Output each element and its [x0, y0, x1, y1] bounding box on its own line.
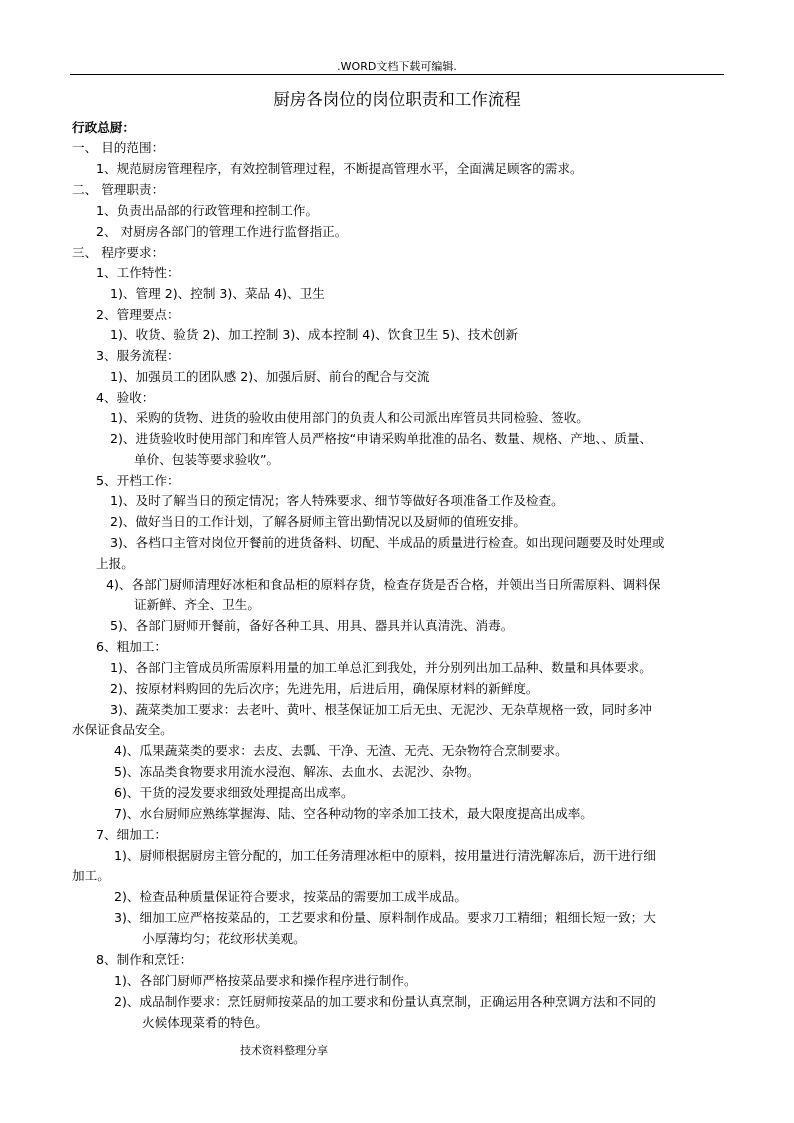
- text-line: 5、开档工作：: [96, 473, 180, 488]
- text-line: 3)、各档口主管对岗位开餐前的进货备料、切配、半成品的质量进行检查。如出现问题要及时处理或: [110, 535, 665, 550]
- text-line: 火候体现菜肴的特色。: [142, 1015, 268, 1030]
- text-line: 3)、蔬菜类加工要求：去老叶、黄叶、根茎保证加工后无虫、无泥沙、无杂草规格一致，同时多冲: [110, 702, 652, 717]
- page-footer: 技术资料整理分享: [240, 1044, 328, 1057]
- header-rule: [70, 74, 724, 75]
- text-line: 1)、各部门主管成员所需原料用量的加工单总汇到我处，并分别列出加工品种、数量和具体要求。: [110, 660, 652, 675]
- text-line: 加工。: [72, 868, 110, 883]
- text-line: 4、验收：: [96, 390, 155, 405]
- text-line: 2、 对厨房各部门的管理工作进行监督指正。: [96, 224, 348, 239]
- text-line: 1)、管理 2)、控制 3)、菜品 4)、卫生: [110, 286, 325, 301]
- text-line: 2)、检查品种质量保证符合要求，按菜品的需要加工成半成品。: [114, 889, 467, 904]
- text-line: 1、规范厨房管理程序，有效控制管理过程，不断提高管理水平，全面满足顾客的需求。: [96, 161, 583, 176]
- text-line: 1)、及时了解当日的预定情况；客人特殊要求、细节等做好各项准备工作及检查。: [110, 493, 564, 508]
- text-line: 5)、各部门厨师开餐前，备好各种工具、用具、器具并认真清洗、消毒。: [110, 618, 514, 633]
- text-line: 3、服务流程：: [96, 348, 180, 363]
- text-line: 2)、按原材料购回的先后次序；先进先用，后进后用，确保原材料的新鲜度。: [110, 681, 539, 696]
- text-line: 一、 目的范围：: [72, 140, 165, 155]
- text-line: 5)、冻品类食物要求用流水浸泡、解冻、去血水、去泥沙、杂物。: [114, 764, 480, 779]
- text-line: 2、管理要点：: [96, 307, 180, 322]
- text-line: 7、细加工：: [96, 827, 167, 842]
- text-line: 1、负责出品部的行政管理和控制工作。: [96, 203, 319, 218]
- text-line: 1)、各部门厨师严格按菜品要求和操作程序进行制作。: [114, 973, 417, 988]
- text-line: 7)、水台厨师应熟练掌握海、陆、空各种动物的宰杀加工技术，最大限度提高出成率。: [114, 806, 593, 821]
- text-line: 证新鲜、齐全、卫生。: [134, 597, 260, 612]
- text-line: 6、粗加工：: [96, 639, 167, 654]
- text-line: 单价、包装等要求验收”。: [134, 452, 280, 467]
- text-line: 小厚薄均匀；花纹形状美观。: [142, 931, 306, 946]
- text-line: 1)、采购的货物、进货的验收由使用部门的负责人和公司派出库管员共同检验、签收。: [110, 410, 589, 425]
- text-line: 1)、加强员工的团队感 2)、加强后厨、前台的配合与交流: [110, 369, 430, 384]
- text-line: 1、工作特性：: [96, 265, 180, 280]
- text-line: 3)、细加工应严格按菜品的，工艺要求和份量、原料制作成品。要求刀工精细；粗细长短一致；大: [114, 910, 656, 925]
- text-line: 二、 管理职责：: [72, 182, 165, 197]
- text-line: 4)、各部门厨师清理好冰柜和食品柜的原料存货，检查存货是否合格，并领出当日所需原料、调料保: [106, 577, 661, 592]
- text-line: 6)、干货的浸发要求细致处理提高出成率。: [114, 785, 354, 800]
- text-line: 2)、成品制作要求：烹饪厨师按菜品的加工要求和份量认真烹制，正确运用各种烹调方法和不同的: [114, 994, 656, 1009]
- document-title: 厨房各岗位的岗位职责和工作流程: [273, 90, 521, 109]
- text-line: 1)、收货、验货 2)、加工控制 3)、成本控制 4)、饮食卫生 5)、技术创新: [110, 327, 519, 342]
- page-header: .WORD文档下载可编辑.: [337, 60, 457, 73]
- section-heading: 行政总厨：: [72, 120, 135, 135]
- text-line: 2)、进货验收时使用部门和库管人员严格按“申请采购单批准的品名、数量、规格、产地、、质量、: [110, 431, 653, 446]
- text-line: 8、制作和烹饪：: [96, 952, 193, 967]
- text-line: 水保证食品安全。: [72, 722, 173, 737]
- text-line: 上报。: [96, 556, 134, 571]
- text-line: 1)、厨师根据厨房主管分配的，加工任务清理冰柜中的原料，按用量进行清洗解冻后，沥干进行细: [114, 848, 656, 863]
- text-line: 4)、瓜果蔬菜类的要求：去皮、去瓢、干净、无渣、无壳、无杂物符合烹制要求。: [114, 743, 568, 758]
- text-line: 2)、做好当日的工作计划，了解各厨师主管出勤情况以及厨师的值班安排。: [110, 514, 526, 529]
- text-line: 三、 程序要求：: [72, 245, 165, 260]
